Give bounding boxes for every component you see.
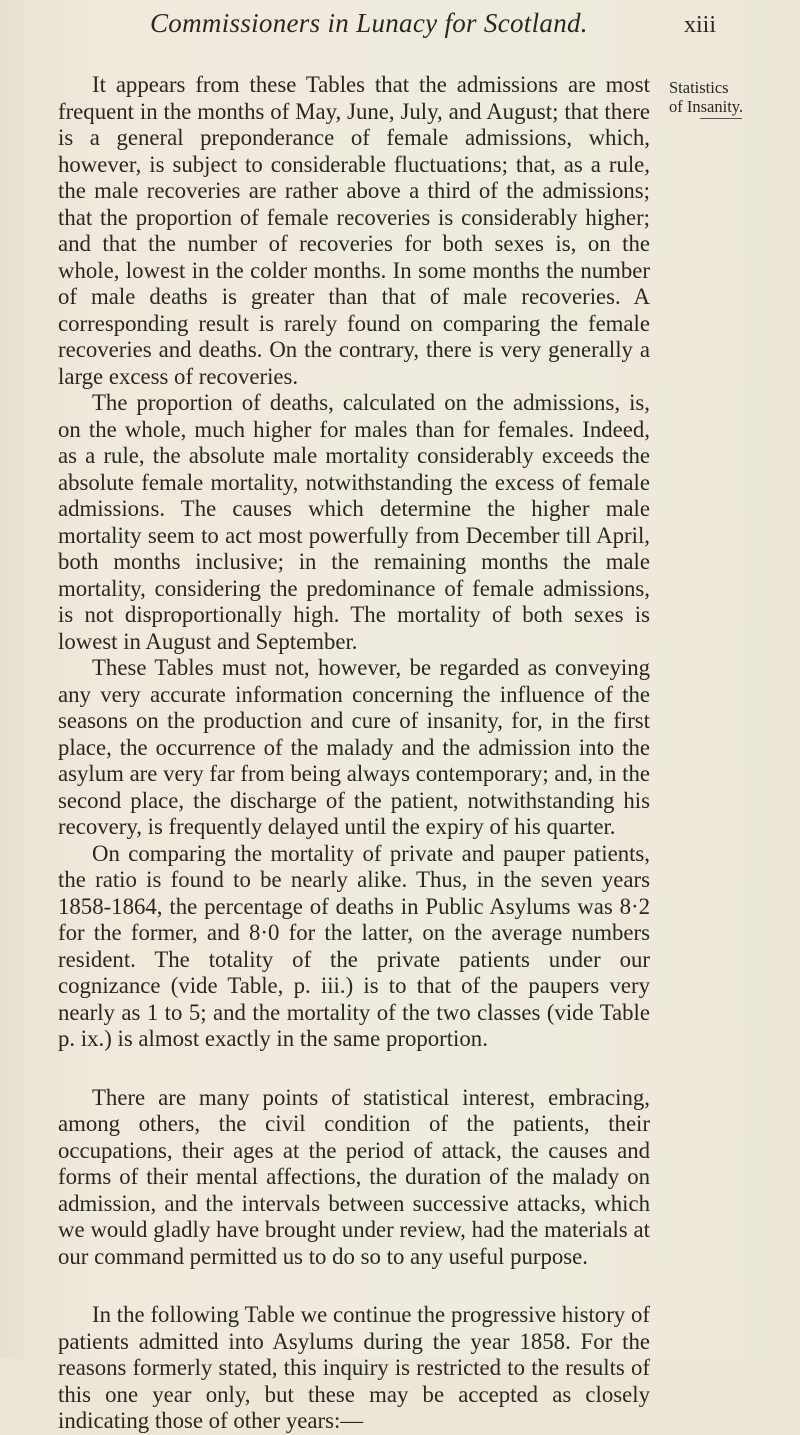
running-head: Commissioners in Lunacy for Scotland. — [150, 8, 588, 38]
paragraph-1: It appears from these Tables that the admissions are most frequent in the months of May, June, July, and August; that there is a general preponderance of female admissions, which, however, is subject to considerable fluctuations; that, as a rule, the male recoveries are rather above a third of the admissions; that the proportion of female recoveries is considerably higher; and that the number of recoveries for both sexes is, on the whole, lowest in the colder months. In some months the number of male deaths is greater than that of male recoveries. A corresponding result is rarely found on comparing the female recoveries and deaths. On the contrary, there is very generally a large excess of recoveries. — [58, 72, 650, 389]
page-number: xiii — [684, 12, 717, 38]
margin-note-rule — [700, 118, 742, 119]
margin-note — [669, 78, 799, 116]
margin-note-line-1: Statistics — [669, 78, 729, 97]
body-text — [58, 72, 650, 1435]
paragraph-2: The proportion of deaths, calculated on the admissions, is, on the whole, much higher for males than for females. Indeed, as a rule, the absolute male mortality considerably exceeds the absolute female mortality, notwithstanding the excess of female admissions. The causes which determine the higher male mortality seem to act most powerfully from December till April, both months inclusive; in the remaining months the male mortality, considering the predominance of female admissions, is not disproportionally high. The mortality of both sexes is lowest in August and September. — [58, 390, 650, 654]
paragraph-5: There are many points of statistical interest, embracing, among others, the civil condition of the patients, their occupations, their ages at the period of attack, the causes and forms of their mental affections, the duration of the malady on admission, and the intervals between successive attacks, which we would gladly have brought under review, had the materials at our command permitted us to do so to any useful purpose. — [58, 1084, 650, 1269]
paragraph-3: These Tables must not, however, be regarded as conveying any very accurate information concerning the influence of the seasons on the production and cure of insanity, for, in the first place, the occurrence of the malady and the admission into the asylum are very far from being always contemporary; and, in the second place, the discharge of the patient, notwithstanding his recovery, is frequently delayed until the expiry of his quarter. — [58, 655, 650, 839]
paragraph-6: In the following Table we continue the progressive history of patients admitted into Asylums during the year 1858. For the reasons formerly stated, this inquiry is restricted to the results of this one year only, but these may be accepted as closely indicating those of other years:— — [58, 1302, 650, 1433]
margin-note-line-2: of Insanity. — [669, 97, 744, 116]
paragraph-4: On comparing the mortality of private and pauper patients, the ratio is found to be nearly alike. Thus, in the seven years 1858-1864, the percentage of deaths in Public Asylums was 8·2 for the former, and 8·0 for the latter, on the average numbers resident. The totality of the private patients under our cognizance (vide Table, p. iii.) is to that of the paupers very nearly as 1 to 5; and the mortality of the two classes (vide Table p. ix.) is almost exactly in the same proportion. — [58, 840, 650, 1051]
